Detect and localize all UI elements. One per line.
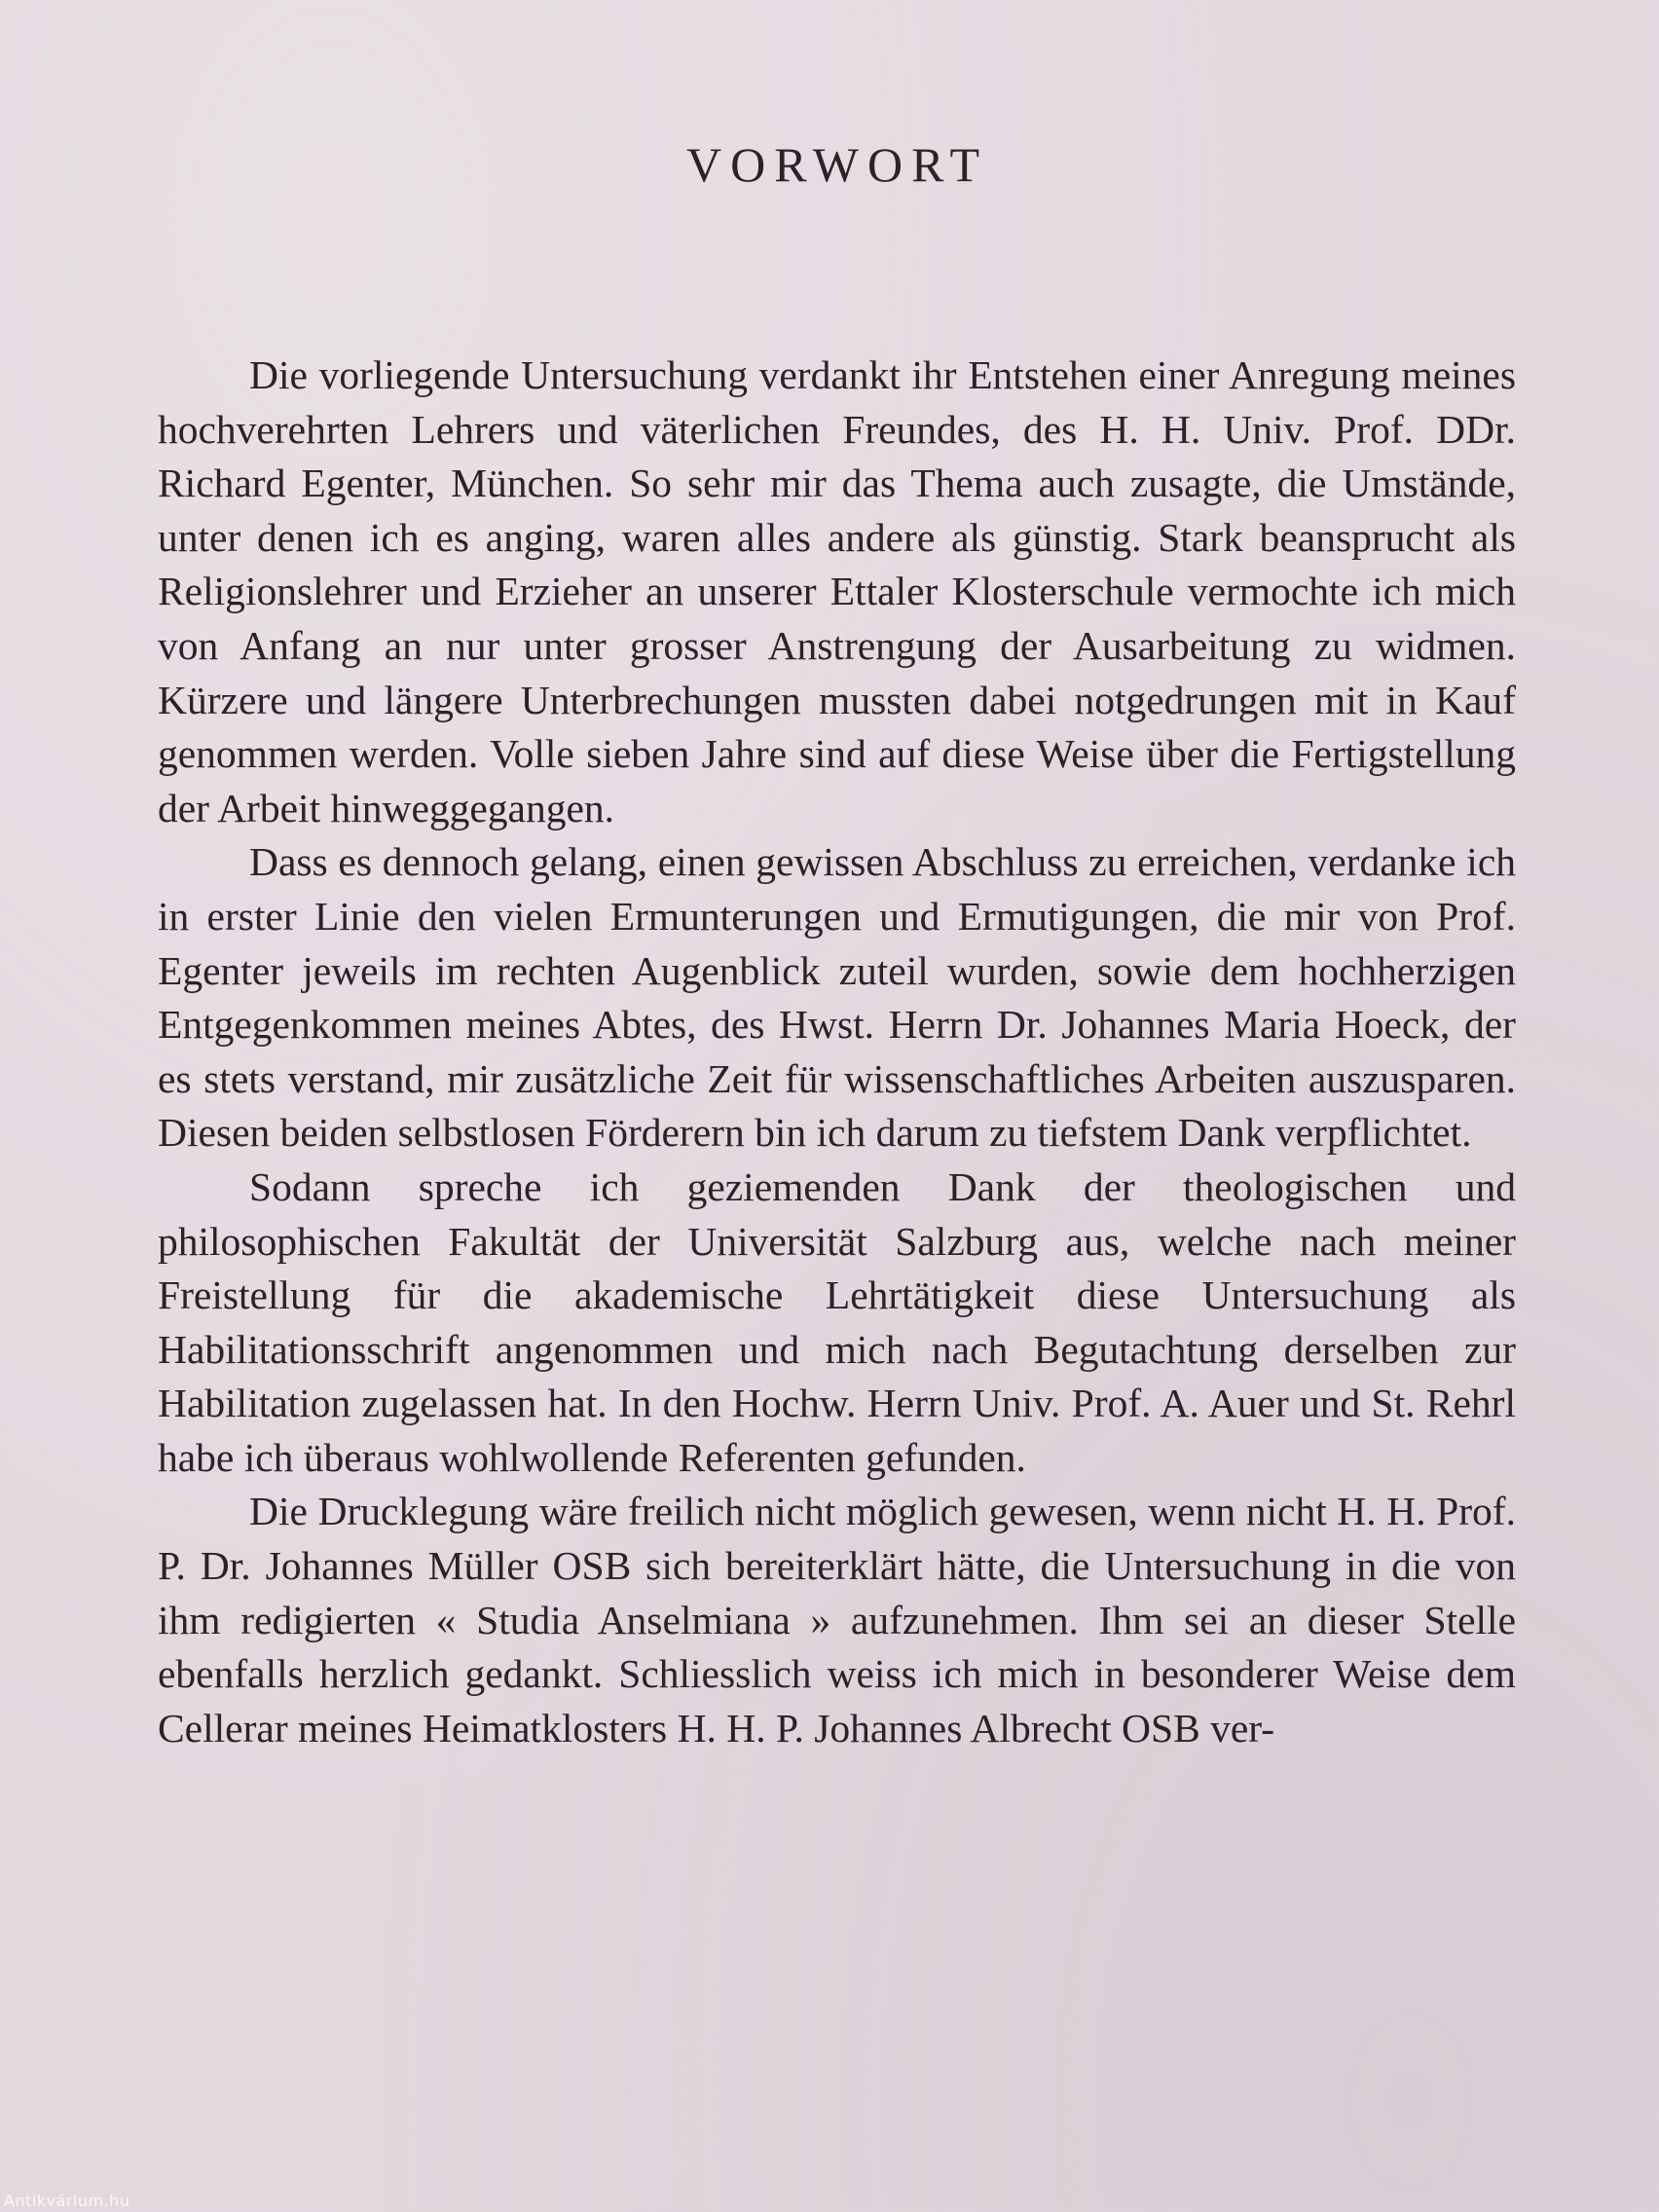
paragraph-3: Sodann spreche ich geziemenden Dank der theologischen und philosophischen Fakultät der Universität Salzburg aus, welche nach meiner Freistellung für die akademische Lehrtätigkeit diese Untersuchung als Habilitationsschrift angenommen und mich nach Begutachtung derselben zur Habilitation zugelassen hat. In den Hochw. Herrn Univ. Prof. A. Auer und St. Rehrl habe ich überaus wohlwollende Referenten gefunden. <box>158 1163 1516 1480</box>
page-heading: VORWORT <box>686 137 988 192</box>
paragraph-4: Die Drucklegung wäre freilich nicht möglich gewesen, wenn nicht H. H. Prof. P. Dr. Johannes Müller OSB sich bereiterklärt hätte, die Untersuchung in die von ihm redigierten « Studia Anselmiana » aufzunehmen. Ihm sei an dieser Stelle ebenfalls herzlich gedankt. Schliesslich weiss ich mich in besonderer Weise dem Cellerar meines Heimatklosters H. H. P. Johannes Albrecht OSB ver- <box>158 1489 1516 1751</box>
watermark: Antikvárium.hu <box>4 2192 130 2210</box>
body-text <box>158 349 1516 1755</box>
paragraph-1: Die vorliegende Untersuchung verdankt ihr Entstehen einer Anregung meines hochverehrten Lehrers und väterlichen Freundes, des H. H. Univ. Prof. DDr. Richard Egenter, München. So sehr mir das Thema auch zusagte, die Umstände, unter denen ich es anging, waren alles andere als günstig. Stark beansprucht als Religionslehrer und Erzieher an unserer Ettaler Klosterschule vermochte ich mich von Anfang an nur unter grosser Anstrengung der Ausarbeitung zu widmen. Kürzere und längere Unterbrechungen mussten dabei notgedrungen mit in Kauf genommen werden. Volle sieben Jahre sind auf diese Weise über die Fertigstellung der Arbeit hinweggegangen. <box>158 352 1516 830</box>
paragraph-2: Dass es dennoch gelang, einen gewissen Abschluss zu erreichen, verdanke ich in erster Linie den vielen Ermunterungen und Ermutigungen, die mir von Prof. Egenter jeweils im rechten Augenblick zuteil wurden, sowie dem hochherzigen Entgegenkommen meines Abtes, des Hwst. Herrn Dr. Johannes Maria Hoeck, der es stets verstand, mir zusätzliche Zeit für wissenschaftliches Arbeiten auszusparen. Diesen beiden selbstlosen Förderern bin ich darum zu tiefstem Dank verpflichtet. <box>158 839 1516 1156</box>
